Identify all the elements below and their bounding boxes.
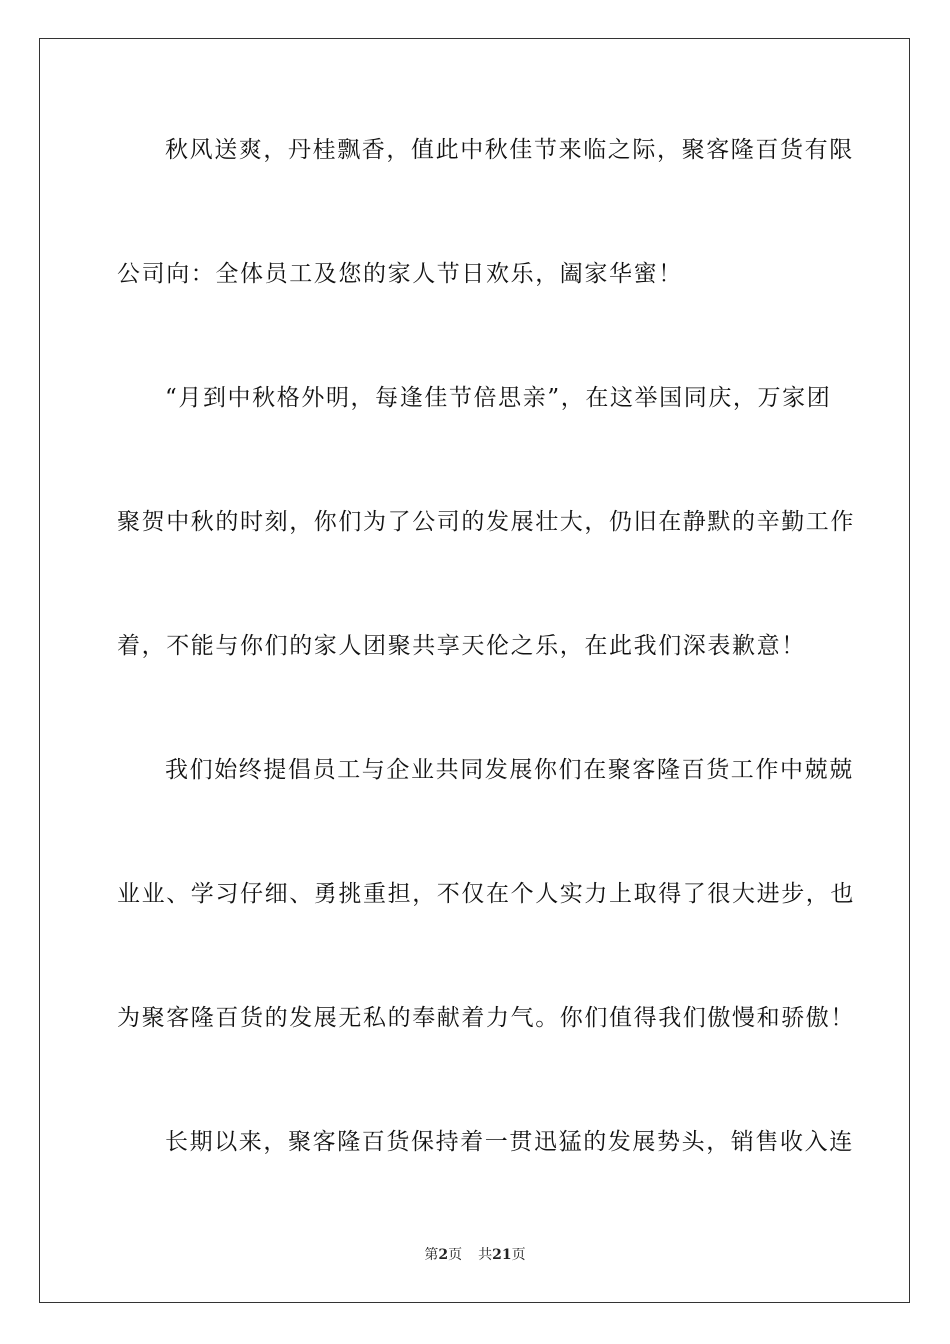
paragraph-2-line-2: 聚贺中秋的时刻，你们为了公司的发展壮大，仍旧在静默的辛勤工作 — [117, 509, 855, 535]
page-prefix: 第 — [424, 1247, 439, 1263]
paragraph-1-line-1: 秋风送爽，丹桂飘香，值此中秋佳节来临之际，聚客隆百货有限 — [165, 137, 854, 163]
paragraph-2-line-3: 着，不能与你们的家人团聚共享天伦之乐，在此我们深表歉意！ — [117, 633, 806, 659]
page-border — [39, 38, 910, 1303]
total-suffix: 页 — [511, 1247, 526, 1263]
paragraph-4-line-1: 长期以来，聚客隆百货保持着一贯迅猛的发展势头，销售收入连 — [165, 1129, 854, 1155]
paragraph-3-line-1: 我们始终提倡员工与企业共同发展你们在聚客隆百货工作中兢兢 — [165, 757, 854, 783]
total-pages: 21 — [492, 1247, 512, 1263]
paragraph-3-line-2: 业业、学习仔细、勇挑重担，不仅在个人实力上取得了很大进步，也 — [117, 881, 855, 907]
total-prefix: 共 — [478, 1247, 493, 1263]
paragraph-3-line-3: 为聚客隆百货的发展无私的奉献着力气。你们值得我们傲慢和骄傲！ — [117, 1005, 855, 1031]
page-suffix: 页 — [448, 1247, 463, 1263]
page-number: 2 — [438, 1247, 449, 1263]
paragraph-2-line-1: “月到中秋格外明，每逢佳节倍思亲”，在这举国同庆，万家团 — [165, 385, 832, 411]
paragraph-1-line-2: 公司向：全体员工及您的家人节日欢乐，阖家华蜜！ — [117, 261, 683, 287]
page-footer — [0, 1246, 950, 1264]
